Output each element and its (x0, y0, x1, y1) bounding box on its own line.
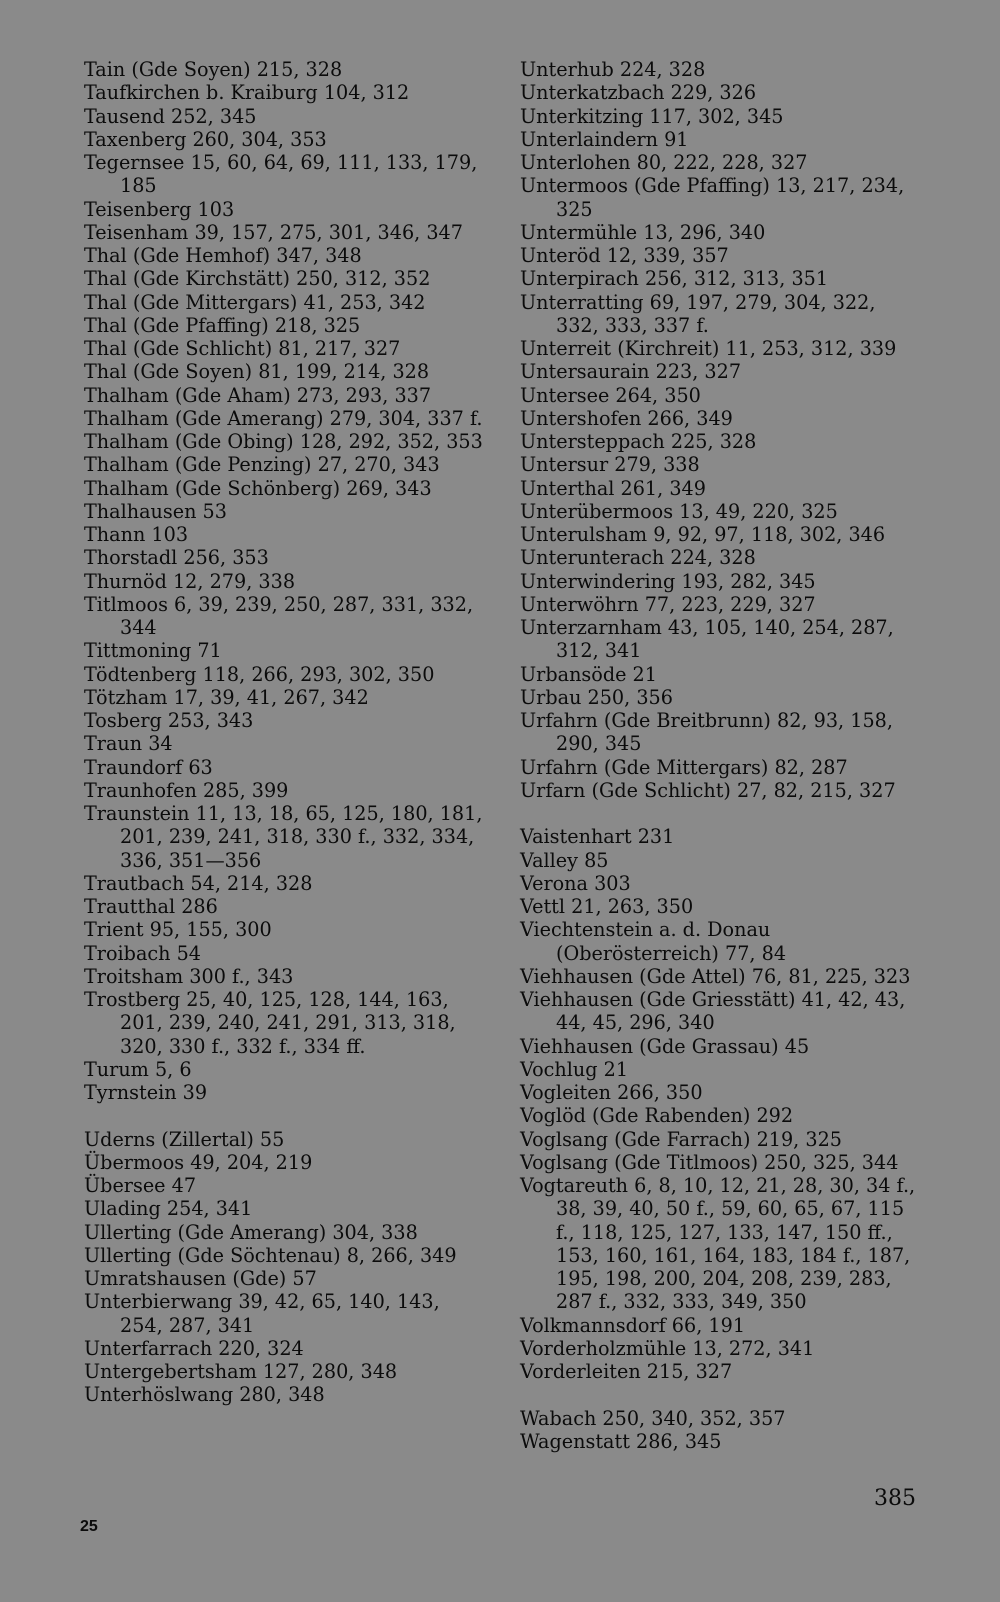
index-entry: Thal (Gde Kirchstätt) 250, 312, 352 (84, 267, 431, 291)
index-entry: Untermoos (Gde Pfaffing) 13, 217, 234, 325 (520, 174, 905, 221)
index-entry: Taufkirchen b. Kraiburg 104, 312 (84, 81, 410, 105)
index-column-right (520, 58, 918, 1453)
index-entry: Thurnöd 12, 279, 338 (84, 569, 296, 593)
index-entry: Unterunterach 224, 328 (520, 546, 756, 570)
index-entry: Untershofen 266, 349 (520, 406, 733, 430)
index-entry: Volkmannsdorf 66, 191 (520, 1313, 746, 1337)
index-entry: Vogleiten 266, 350 (520, 1081, 703, 1104)
index-entry: Unterthal 261, 349 (520, 476, 706, 500)
index-entry: Teisenham 39, 157, 275, 301, 346, 347 (84, 220, 463, 244)
index-entry: Troibach 54 (84, 941, 201, 965)
index-entry: Unterkatzbach 229, 326 (520, 81, 757, 105)
index-entry: Unterfarrach 220, 324 (84, 1336, 304, 1360)
index-entry: Traunhofen 285, 399 (84, 778, 289, 802)
index-entry: Übersee 47 (84, 1174, 197, 1197)
index-entry: Vettl 21, 263, 350 (520, 895, 694, 918)
index-entry: Thalham (Gde Schönberg) 269, 343 (84, 476, 432, 500)
index-entry: Thal (Gde Schlicht) 81, 217, 327 (84, 337, 401, 360)
index-entry: Valley 85 (520, 848, 609, 872)
index-entry: Tosberg 253, 343 (84, 709, 254, 732)
index-entry: Troitsham 300 f., 343 (84, 964, 294, 988)
index-entry: Titlmoos 6, 39, 239, 250, 287, 331, 332, 344 (84, 592, 474, 639)
index-entry: Vaistenhart 231 (520, 825, 675, 849)
index-entry: Urfarn (Gde Schlicht) 27, 82, 215, 327 (520, 778, 896, 802)
section-gap (520, 802, 918, 825)
index-entry: Voglöd (Gde Rabenden) 292 (520, 1104, 794, 1128)
index-entry: Traunstein 11, 13, 18, 65, 125, 180, 181, 201, 239, 241, 318, 330 f., 332, 334, 336, 351—356 (84, 802, 483, 872)
index-entry: Unterpirach 256, 312, 313, 351 (520, 267, 829, 291)
index-entry: Unterhöslwang 280, 348 (84, 1383, 325, 1407)
index-entry: Viechtenstein a. d. Donau (Oberösterreich) 77, 84 (520, 918, 787, 965)
index-entry: Turum 5, 6 (84, 1057, 192, 1081)
index-entry: Traundorf 63 (84, 755, 213, 779)
index-entry: Urbau 250, 356 (520, 685, 673, 709)
index-entry: Unterulsham 9, 92, 97, 118, 302, 346 (520, 523, 886, 546)
index-entry: Thalham (Gde Penzing) 27, 270, 343 (84, 453, 440, 477)
index-entry: Unterbierwang 39, 42, 65, 140, 143, 254, 287, 341 (84, 1290, 440, 1337)
index-entry: Untergebertsham 127, 280, 348 (84, 1360, 398, 1383)
index-entry: Viehhausen (Gde Attel) 76, 81, 225, 323 (520, 964, 911, 988)
index-entry: Thann 103 (84, 523, 189, 546)
index-column-left (84, 58, 484, 1407)
index-entry: Vogtareuth 6, 8, 10, 12, 21, 28, 30, 34 f., 38, 39, 40, 50 f., 59, 60, 65, 67, 115 f., 118, 125, 127, 133, 147, 150 ff., 153, 160, 161, 164, 183, 184 f., 187, 195, 198, 200, 204, 208, 239, 283, 287 f., 332, 333, 349, 350 (520, 1174, 916, 1314)
index-entry: Viehhausen (Gde Grassau) 45 (520, 1034, 810, 1058)
index-entry: Thalham (Gde Obing) 128, 292, 352, 353 (84, 430, 483, 453)
signature-mark: 25 (80, 1518, 98, 1535)
index-entry: Thorstadl 256, 353 (84, 546, 269, 570)
index-entry: Umratshausen (Gde) 57 (84, 1267, 317, 1290)
index-entry: Ulading 254, 341 (84, 1197, 253, 1221)
index-entry: Tain (Gde Soyen) 215, 328 (84, 58, 343, 81)
section-gap (520, 1383, 918, 1406)
index-entry: Trient 95, 155, 300 (84, 918, 272, 942)
index-entry: Voglsang (Gde Titlmoos) 250, 325, 344 (520, 1150, 899, 1174)
index-entry: Traun 34 (84, 732, 173, 756)
index-entry: Untersee 264, 350 (520, 383, 701, 407)
index-entry: Unterzarnham 43, 105, 140, 254, 287, 312, 341 (520, 616, 894, 663)
index-entry: Thal (Gde Pfaffing) 218, 325 (84, 313, 361, 337)
index-entry: Verona 303 (520, 871, 631, 895)
index-entry: Tödtenberg 118, 266, 293, 302, 350 (84, 662, 435, 686)
index-entry: Untermühle 13, 296, 340 (520, 220, 766, 244)
index-entry: Trostberg 25, 40, 125, 128, 144, 163, 201, 239, 240, 241, 291, 313, 318, 320, 330 f., 332 f., 334 ff. (84, 988, 456, 1058)
index-entry: Unterratting 69, 197, 279, 304, 322, 332, 333, 337 f. (520, 290, 876, 337)
index-entry: Thalhausen 53 (84, 499, 227, 523)
index-entry: Thal (Gde Mittergars) 41, 253, 342 (84, 290, 426, 314)
index-entry: Uderns (Zillertal) 55 (84, 1127, 285, 1151)
index-entry: Vorderleiten 215, 327 (520, 1360, 733, 1383)
index-entry: Unterlohen 80, 222, 228, 327 (520, 151, 808, 174)
index-entry: Vochlug 21 (520, 1057, 629, 1081)
index-entry: Unterhub 224, 328 (520, 58, 706, 81)
index-entry: Untersur 279, 338 (520, 453, 700, 477)
index-entry: Unterwindering 193, 282, 345 (520, 569, 816, 593)
index-entry: Teisenberg 103 (84, 197, 235, 221)
index-entry: Tittmoning 71 (84, 639, 222, 663)
index-entry: Thalham (Gde Aham) 273, 293, 337 (84, 383, 432, 407)
index-entry: Trautbach 54, 214, 328 (84, 871, 313, 895)
index-entry: Ullerting (Gde Söchtenau) 8, 266, 349 (84, 1243, 457, 1267)
page-number: 385 (874, 1486, 916, 1511)
index-entry: Thalham (Gde Amerang) 279, 304, 337 f. (84, 406, 483, 430)
index-entry: Tötzham 17, 39, 41, 267, 342 (84, 685, 369, 709)
index-entry: Vorderholzmühle 13, 272, 341 (520, 1336, 815, 1360)
index-entry: Urfahrn (Gde Mittergars) 82, 287 (520, 755, 848, 779)
index-entry: Untersaurain 223, 327 (520, 360, 742, 384)
index-entry: Thal (Gde Soyen) 81, 199, 214, 328 (84, 360, 430, 384)
index-entry: Tyrnstein 39 (84, 1081, 208, 1104)
index-entry: Unterübermoos 13, 49, 220, 325 (520, 499, 838, 523)
index-entry: Thal (Gde Hemhof) 347, 348 (84, 244, 362, 267)
index-entry: Unterreit (Kirchreit) 11, 253, 312, 339 (520, 337, 897, 360)
index-entry: Voglsang (Gde Farrach) 219, 325 (520, 1127, 843, 1151)
index-entry: Ullerting (Gde Amerang) 304, 338 (84, 1220, 418, 1244)
index-entry: Urfahrn (Gde Breitbrunn) 82, 93, 158, 290, 345 (520, 709, 893, 756)
index-entry: Viehhausen (Gde Griesstätt) 41, 42, 43, 44, 45, 296, 340 (520, 988, 906, 1035)
index-entry: Untersteppach 225, 328 (520, 430, 757, 453)
index-entry: Unterwöhrn 77, 223, 229, 327 (520, 592, 816, 616)
section-gap (84, 1104, 484, 1127)
index-entry: Tegernsee 15, 60, 64, 69, 111, 133, 179, 185 (84, 151, 478, 198)
index-entry: Wabach 250, 340, 352, 357 (520, 1406, 786, 1430)
index-entry: Unterkitzing 117, 302, 345 (520, 104, 784, 128)
index-entry: Tausend 252, 345 (84, 104, 257, 128)
index-entry: Taxenberg 260, 304, 353 (84, 127, 327, 151)
index-entry: Unterlaindern 91 (520, 127, 689, 151)
index-entry: Trautthal 286 (84, 895, 218, 918)
index-entry: Wagenstatt 286, 345 (520, 1429, 722, 1453)
index-entry: Unteröd 12, 339, 357 (520, 244, 729, 267)
index-entry: Übermoos 49, 204, 219 (84, 1150, 313, 1174)
index-entry: Urbansöde 21 (520, 662, 657, 686)
